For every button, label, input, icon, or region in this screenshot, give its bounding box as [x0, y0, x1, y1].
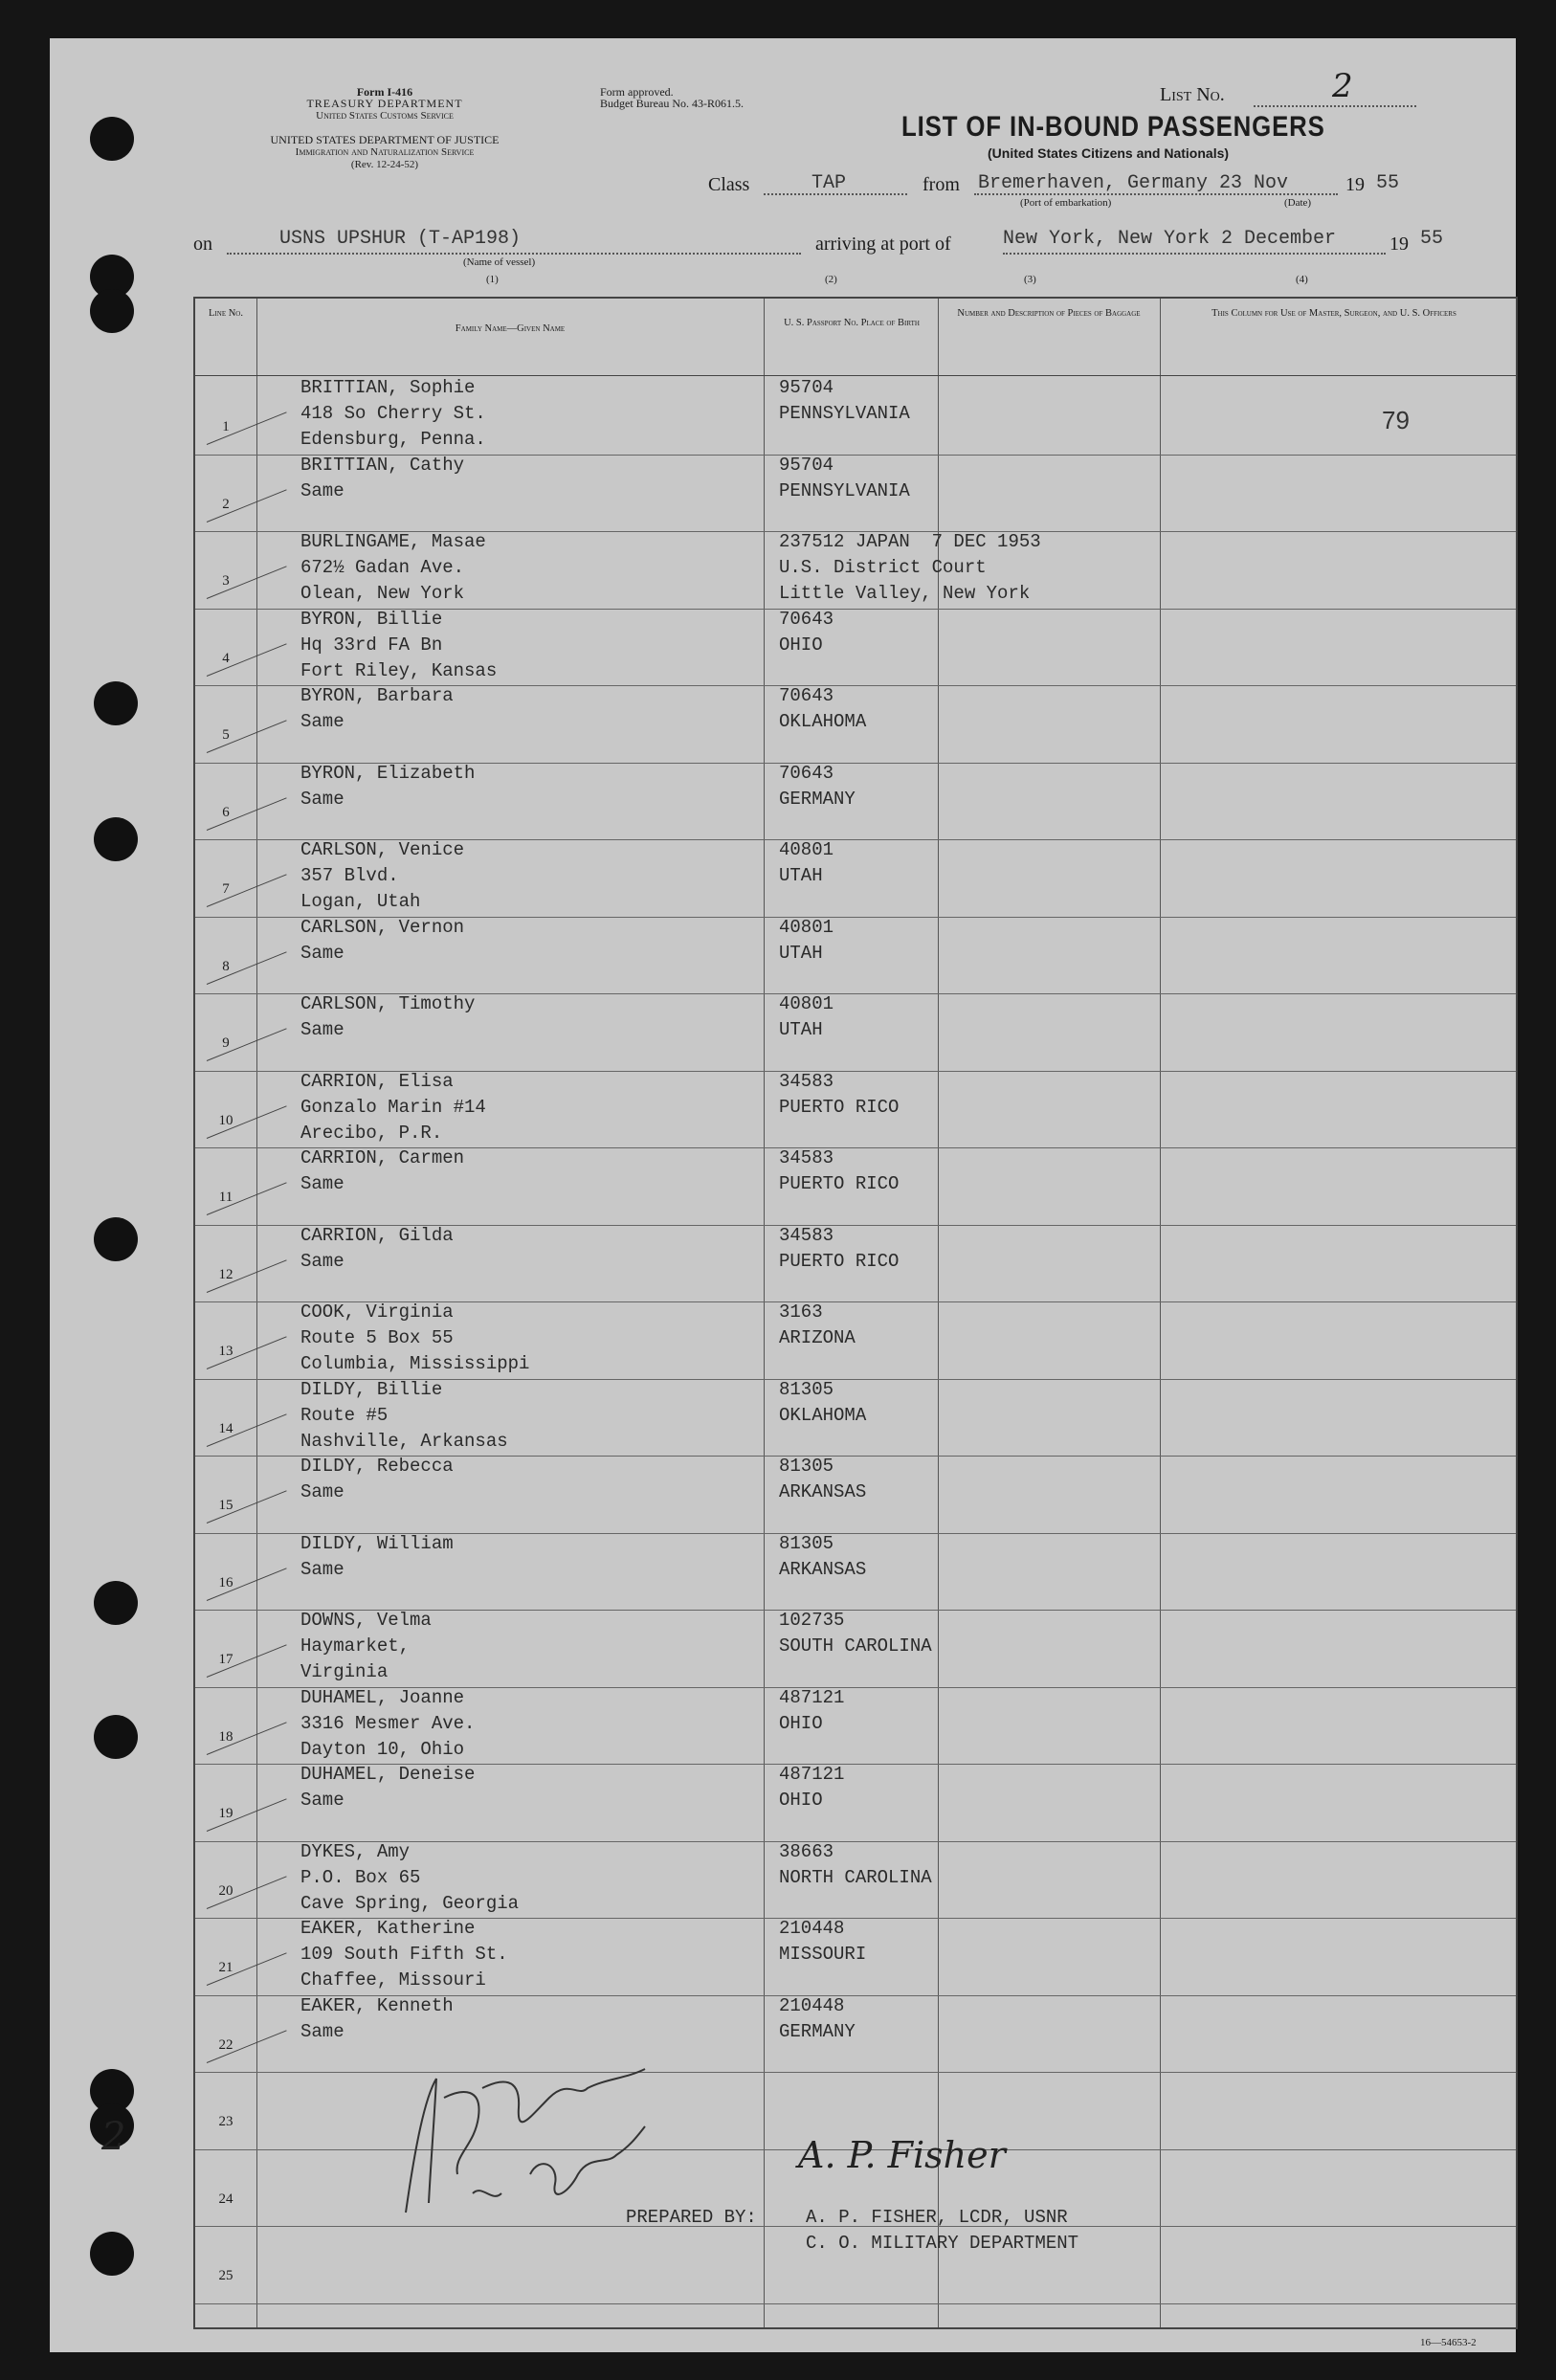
row-line-number: 20 [218, 1882, 233, 1899]
row-passenger-name: CARLSON, Vernon Same [300, 916, 465, 964]
row-line-number: 14 [218, 1420, 233, 1436]
row-passenger-name: COOK, Virginia Route 5 Box 55 Columbia, Mississippi [300, 1301, 530, 1374]
row-passenger-name: CARRION, Elisa Gonzalo Marin #14 Arecibo, P.R. [300, 1070, 486, 1144]
binder-hole [90, 117, 134, 161]
column-divider [1160, 299, 1161, 2327]
row-line-number: 1 [222, 419, 230, 434]
row-passenger-name: DUHAMEL, Joanne 3316 Mesmer Ave. Dayton 10, Ohio [300, 1686, 476, 1760]
row-passport-birthplace: 95704 PENNSYLVANIA [779, 454, 910, 501]
column-divider [256, 299, 257, 2327]
officer-signature: A. P. Fisher [798, 2134, 1006, 2176]
row-line-number: 23 [218, 2114, 233, 2129]
col-head-passport: U. S. Passport No. Place of Birth [784, 318, 920, 328]
row-passenger-name: DYKES, Amy P.O. Box 65 Cave Spring, Georgia [300, 1840, 520, 1914]
form-approved: Form approved. [600, 85, 674, 99]
row-passport-birthplace: 34583 PUERTO RICO [779, 1224, 900, 1272]
margin-note: 2 [101, 2115, 126, 2159]
row-line-number: 18 [218, 1728, 233, 1745]
row-passenger-name: BRITTIAN, Sophie 418 So Cherry St. Edensburg, Penna. [300, 377, 486, 450]
row-line-number: 3 [222, 573, 230, 589]
row-line-number: 15 [218, 1498, 233, 1513]
arrival-line [1003, 253, 1386, 255]
col-marker-3: (3) [1024, 274, 1036, 285]
row-line-number: 13 [218, 1344, 233, 1359]
row-line-number: 24 [218, 2191, 233, 2207]
row-passport-birthplace: 210448 GERMANY [779, 1994, 856, 2042]
on-label: on [193, 234, 212, 255]
row-passenger-name: BURLINGAME, Masae 672½ Gadan Ave. Olean, New York [300, 531, 486, 604]
row-passenger-name: EAKER, Katherine 109 South Fifth St. Chaffee, Missouri [300, 1918, 508, 1991]
row-passport-birthplace: 70643 GERMANY [779, 762, 856, 810]
row-passenger-name: BYRON, Barbara Same [300, 685, 454, 732]
row-line-number: 25 [218, 2268, 233, 2283]
immigration-service: Immigration and Naturalization Service [295, 146, 475, 158]
row-line-number: 16 [218, 1574, 233, 1590]
form-subtitle: (United States Citizens and Nationals) [988, 145, 1230, 161]
row-passenger-name: CARLSON, Venice 357 Blvd. Logan, Utah [300, 839, 465, 912]
row-passenger-name: DILDY, William Same [300, 1532, 454, 1580]
prepared-name: A. P. FISHER, LCDR, USNR [806, 2207, 1068, 2228]
row-passenger-name: BRITTIAN, Cathy Same [300, 454, 465, 501]
row-passport-birthplace: 81305 OKLAHOMA [779, 1378, 867, 1426]
class-label: Class [708, 174, 750, 195]
row-passport-birthplace: 34583 PUERTO RICO [779, 1147, 900, 1194]
binder-hole [90, 289, 134, 333]
treasury-dept: TREASURY DEPARTMENT [306, 97, 463, 110]
row-passport-birthplace: 95704 PENNSYLVANIA [779, 377, 910, 424]
from-label: from [922, 174, 960, 195]
row-passport-birthplace: 40801 UTAH [779, 916, 834, 964]
officer-note: 79 [1382, 406, 1410, 434]
prepared-label: PREPARED BY: [626, 2207, 757, 2228]
row-passport-birthplace: 210448 MISSOURI [779, 1918, 867, 1965]
passenger-table [193, 297, 1518, 2348]
col-marker-1: (1) [486, 274, 499, 285]
row-passport-birthplace: 40801 UTAH [779, 839, 834, 886]
col-head-line-no: Line No. [209, 308, 243, 319]
form-title: LIST OF IN-BOUND PASSENGERS [901, 111, 1325, 143]
vessel-caption: (Name of vessel) [463, 256, 536, 268]
row-passport-birthplace: 487121 OHIO [779, 1764, 845, 1811]
row-passenger-name: EAKER, Kenneth Same [300, 1994, 454, 2042]
print-code: 16—54653-2 [1420, 2337, 1477, 2348]
row-passport-birthplace: 487121 OHIO [779, 1686, 845, 1734]
row-passport-birthplace: 3163 ARIZONA [779, 1301, 856, 1348]
row-passenger-name: DILDY, Billie Route #5 Nashville, Arkansas [300, 1378, 508, 1452]
arriving-label: arriving at port of [815, 234, 951, 255]
vessel-value: USNS UPSHUR (T-AP198) [279, 228, 522, 250]
arrival-value: New York, New York 2 December [1003, 228, 1337, 250]
form-sheet [50, 38, 1516, 2352]
row-line-number: 21 [218, 1960, 233, 1975]
date-caption: (Date) [1284, 197, 1312, 209]
row-line-number: 12 [218, 1266, 233, 1282]
binder-hole [94, 681, 138, 725]
row-line-number: 5 [222, 727, 230, 743]
list-no-label: List No. [1160, 84, 1225, 105]
row-passport-birthplace: 237512 JAPAN 7 DEC 1953 U.S. District Court Little Valley, New York [779, 531, 1041, 604]
vessel-line [227, 253, 801, 255]
col-marker-4: (4) [1296, 274, 1308, 285]
row-passenger-name: CARRION, Gilda Same [300, 1224, 454, 1272]
revision-date: (Rev. 12-24-52) [350, 159, 419, 170]
from-year-prefix: 19 [1345, 174, 1365, 195]
list-no-value: 2 [1332, 67, 1353, 105]
row-passport-birthplace: 70643 OHIO [779, 608, 834, 656]
arrival-year-suffix: 55 [1420, 228, 1444, 250]
row-line-number: 17 [218, 1652, 233, 1667]
arrival-year-prefix: 19 [1389, 234, 1409, 255]
row-passport-birthplace: 38663 NORTH CAROLINA [779, 1840, 932, 1888]
from-value: Bremerhaven, Germany [978, 172, 1209, 194]
row-passport-birthplace: 81305 ARKANSAS [779, 1456, 867, 1502]
row-line-number: 19 [218, 1806, 233, 1821]
binder-hole [94, 1581, 138, 1625]
column-divider [764, 299, 765, 2327]
row-line-number: 4 [222, 650, 230, 666]
col-head-name: Family Name—Given Name [455, 323, 566, 334]
row-passport-birthplace: 34583 PUERTO RICO [779, 1070, 900, 1118]
budget-bureau: Budget Bureau No. 43-R061.5. [600, 97, 744, 110]
row-passenger-name: DUHAMEL, Deneise Same [300, 1764, 476, 1811]
list-no-line [1254, 105, 1416, 107]
port-caption: (Port of embarkation) [1020, 197, 1112, 209]
from-year-suffix: 55 [1376, 172, 1400, 194]
binder-hole [94, 817, 138, 861]
justice-dept: UNITED STATES DEPARTMENT OF JUSTICE [270, 133, 500, 146]
row-line-number: 6 [222, 804, 230, 820]
form-number: Form I-416 [356, 85, 413, 99]
row-line-number: 9 [222, 1035, 230, 1051]
row-passenger-name: CARLSON, Timothy Same [300, 993, 476, 1040]
row-passport-birthplace: 70643 OKLAHOMA [779, 685, 867, 732]
inspector-signature [387, 2059, 741, 2241]
row-passenger-name: DOWNS, Velma Haymarket, Virginia [300, 1610, 432, 1682]
binder-hole [94, 1217, 138, 1261]
customs-service: United States Customs Service [316, 110, 454, 122]
row-passenger-name: CARRION, Carmen Same [300, 1147, 465, 1194]
row-line-number: 11 [218, 1190, 233, 1205]
binder-hole [94, 1715, 138, 1759]
row-line-number: 8 [222, 958, 230, 974]
row-passenger-name: BYRON, Billie Hq 33rd FA Bn Fort Riley, Kansas [300, 608, 498, 681]
prepared-title: C. O. MILITARY DEPARTMENT [806, 2233, 1079, 2254]
row-line-number: 2 [222, 496, 230, 512]
binder-hole [90, 2232, 134, 2276]
row-divider [195, 2303, 1516, 2304]
row-passenger-name: BYRON, Elizabeth Same [300, 762, 476, 810]
row-passport-birthplace: 81305 ARKANSAS [779, 1532, 867, 1580]
row-line-number: 22 [218, 2036, 233, 2053]
row-passport-birthplace: 102735 SOUTH CAROLINA [779, 1610, 932, 1657]
col-head-baggage: Number and Description of Pieces of Baggage [957, 308, 1141, 319]
col-marker-2: (2) [825, 274, 837, 285]
row-passenger-name: DILDY, Rebecca Same [300, 1456, 454, 1502]
from-date: 23 Nov [1219, 172, 1289, 194]
row-line-number: 7 [222, 881, 230, 897]
class-value: TAP [811, 172, 847, 194]
col-head-officers: This Column for Use of Master, Surgeon, and U. S. Officers [1211, 308, 1456, 319]
row-line-number: 10 [218, 1112, 233, 1128]
row-passport-birthplace: 40801 UTAH [779, 993, 834, 1040]
